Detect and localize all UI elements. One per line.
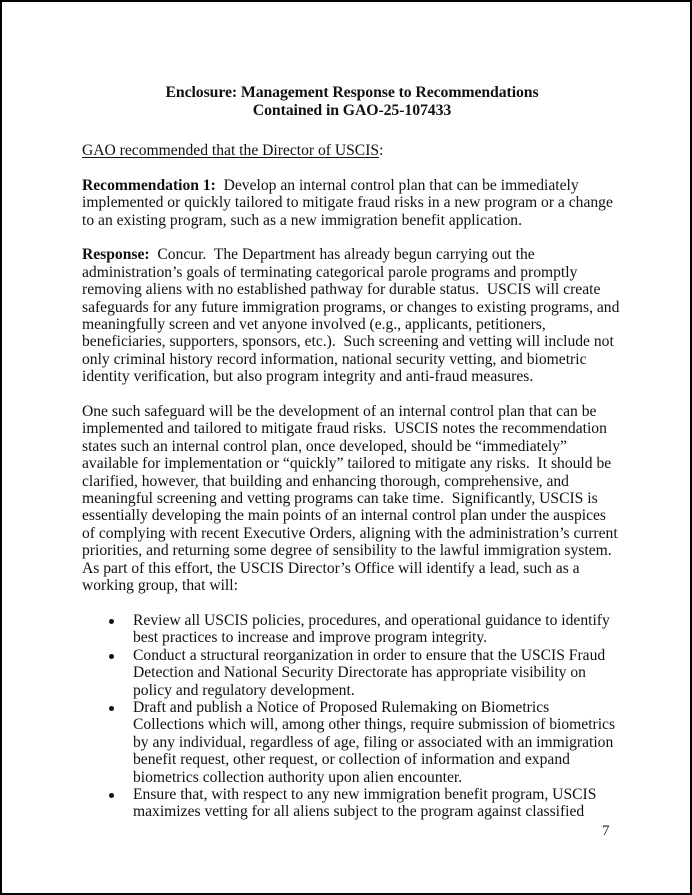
lead-in [82,142,622,159]
bullet-item [82,786,622,821]
title-line-2: Contained in GAO-25-107433 [252,102,452,119]
body-paragraph-2: One such safeguard will be the development of an internal control plan that can be implemented and tailored to mitigate fraud risks. USCIS notes the recommendation states such an internal control plan, once developed, should be “immediately” available for implementation or “quickly” tailored to mitigate any risks. It should be clarified, however, that building and enhancing thorough, comprehensive, and meaningful screening and vetting programs can take time. Significantly, USCIS is essentially developing the main points of an internal control plan under the auspices of complying with recent Executive Orders, aligning with the administration’s current priorities, and returning some degree of sensibility to the lawful immigration system. As part of this effort, the USCIS Director’s Office will identify a lead, such as a working group, that will: [82,403,622,595]
page-number: 7 [602,823,610,839]
response-paragraph [82,246,622,385]
title-line-1: Enclosure: Management Response to Recommendations [165,84,539,101]
response-text: Concur. The Department has already begun carrying out the administration’s goals of terminating categorical parole programs and promptly removing aliens with no established pathway for durable status. USCIS will create safeguards for any future immigration programs, or changes to existing programs, and meaningfully screen and vet anyone involved (e.g., applicants, petitioners, beneficiaries, supporters, sponsors, etc.). Such screening and vetting will include not only criminal history record information, national security vetting, and biometric identity verification, but also program integrity and anti-fraud measures. [82,246,624,386]
recommendation-paragraph [82,177,622,229]
lead-in-suffix: : [379,142,384,159]
bullet-text: Conduct a structural reorganization in order to ensure that the USCIS Fraud Detection and National Security Directorate has appropriate visibility on policy and regulatory development. [133,646,606,699]
bullet-item [82,612,622,647]
bullet-list [82,612,622,821]
bullet-icon [109,706,114,711]
bullet-icon [109,793,114,798]
bullet-text: Review all USCIS policies, procedures, and operational guidance to identify best practices to increase and improve program integrity. [133,611,610,647]
bullet-text: Draft and publish a Notice of Proposed Rulemaking on Biometrics Collections which will, among other things, require submission of biometrics by any individual, regardless of age, filing or associated with an immigration benefit request, other request, or collection of information and expand biometrics collection authority upon alien encounter. [133,698,616,786]
lead-in-underlined: GAO recommended that the Director of USCIS [82,142,380,159]
recommendation-label: Recommendation 1: [82,176,216,194]
response-label: Response: [82,246,150,264]
bullet-item [82,647,622,699]
bullet-icon [109,654,114,659]
recommendation-text: Develop an internal control plan that can be immediately implemented or quickly tailored to mitigate fraud risks in a new program or a change to an existing program, such as a new immigration benefit application. [82,176,617,229]
bullet-text: Ensure that, with respect to any new immigration benefit program, USCIS maximizes vetting for all aliens subject to the program against classified [133,785,597,821]
page-content [82,84,622,821]
page-title [82,84,622,120]
bullet-item [82,699,622,786]
bullet-icon [109,619,114,624]
